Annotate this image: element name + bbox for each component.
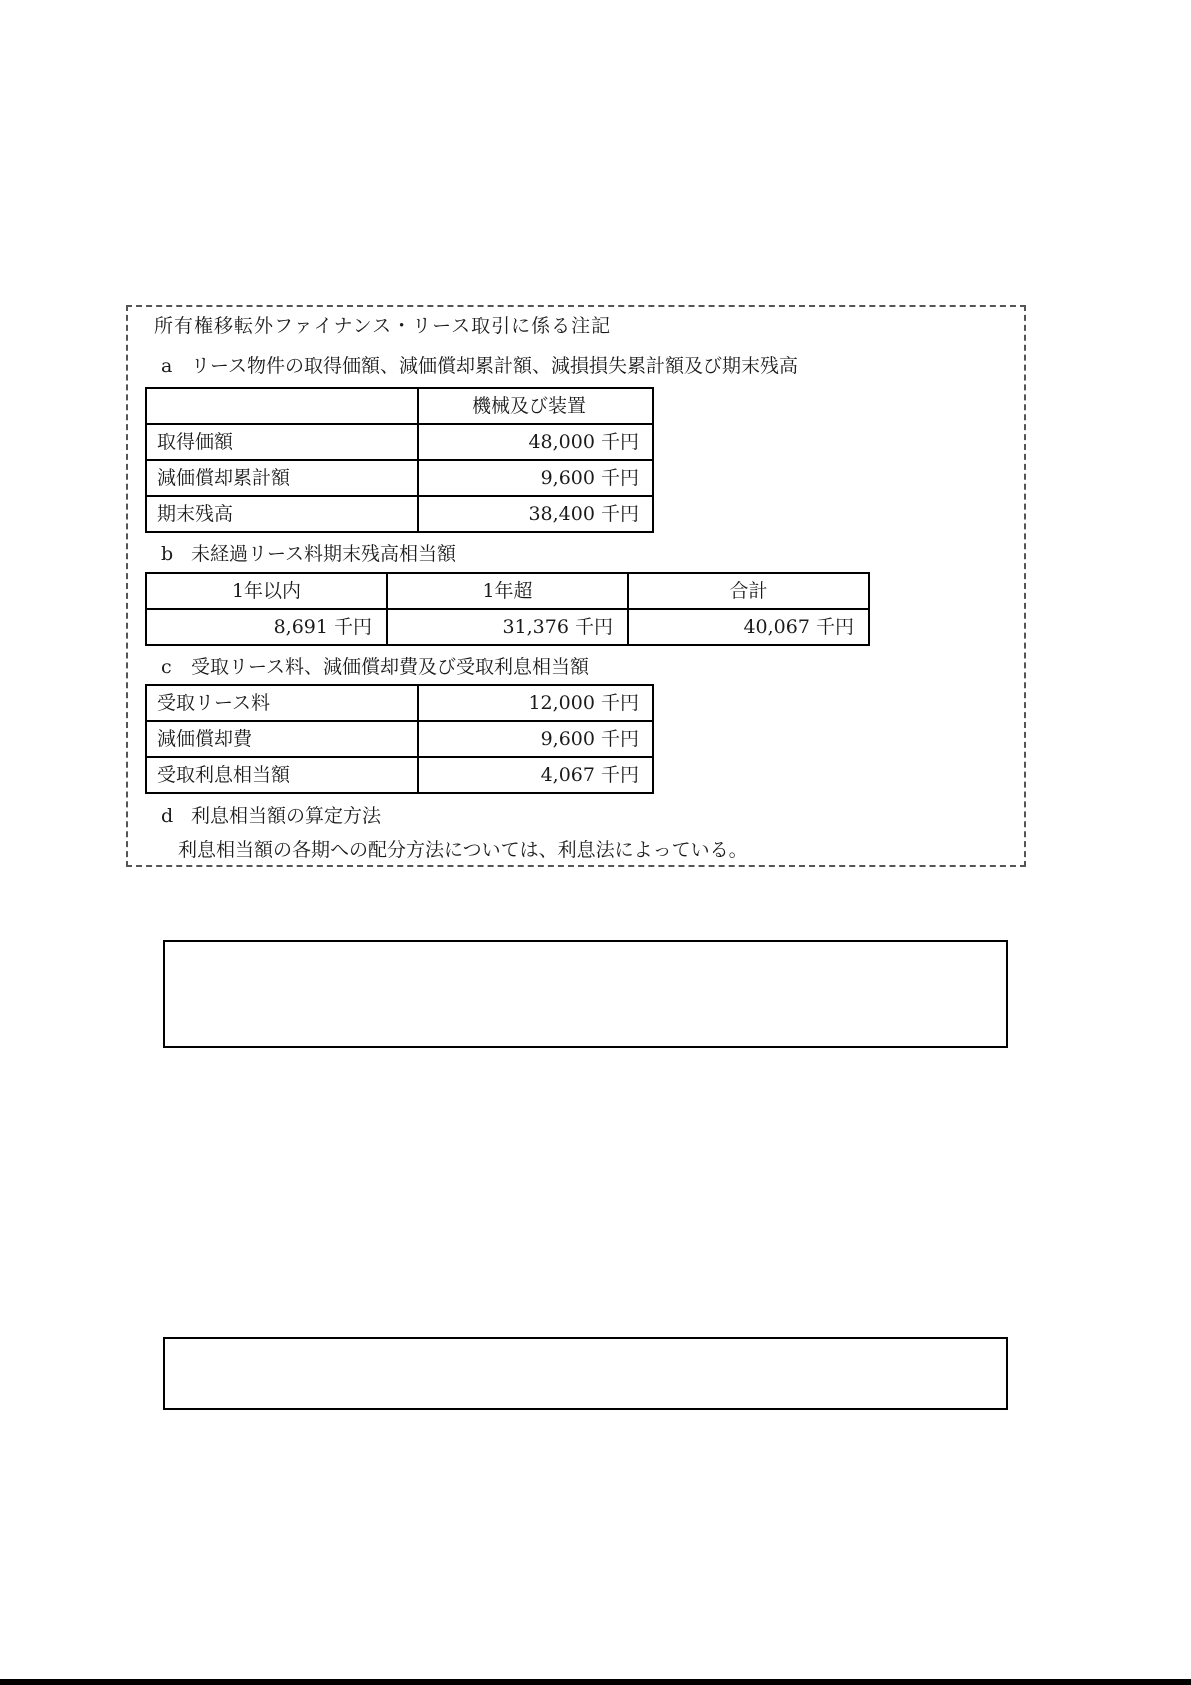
table-row [146, 609, 869, 645]
table-row [146, 424, 653, 460]
row-label: 取得価額 [146, 424, 418, 460]
value-over-1yr: 31,376 千円 [387, 609, 628, 645]
table-row [146, 685, 653, 721]
row-value: 4,067 千円 [418, 757, 653, 793]
section-a-letter: a [161, 355, 173, 377]
row-label: 受取利息相当額 [146, 757, 418, 793]
acquisition-cost-table [145, 387, 654, 533]
value-total: 40,067 千円 [628, 609, 869, 645]
note-title: 所有権移転外ファイナンス・リース取引に係る注記 [154, 315, 612, 337]
row-label: 減価償却累計額 [146, 460, 418, 496]
section-c-heading-text: 受取リース料、減価償却費及び受取利息相当額 [191, 656, 590, 678]
table-row [146, 460, 653, 496]
section-a-heading [161, 353, 1024, 379]
received-lease-table [145, 684, 654, 794]
section-d-heading-text: 利息相当額の算定方法 [191, 805, 382, 827]
row-value: 12,000 千円 [418, 685, 653, 721]
row-label: 受取リース料 [146, 685, 418, 721]
page-bottom-edge-bar [0, 1679, 1191, 1685]
header-total: 合計 [628, 573, 869, 609]
row-value: 9,600 千円 [418, 460, 653, 496]
empty-answer-box-1 [163, 940, 1008, 1048]
table-row [146, 721, 653, 757]
section-d-letter: d [161, 805, 174, 827]
column-header-machinery: 機械及び装置 [418, 388, 653, 424]
header-within-1yr: 1年以内 [146, 573, 387, 609]
section-d-heading [161, 803, 1024, 829]
table-row [146, 388, 653, 424]
value-within-1yr: 8,691 千円 [146, 609, 387, 645]
row-label: 減価償却費 [146, 721, 418, 757]
row-value: 9,600 千円 [418, 721, 653, 757]
section-b-heading [161, 541, 1024, 567]
table-row [146, 496, 653, 532]
row-label: 期末残高 [146, 496, 418, 532]
row-value: 38,400 千円 [418, 496, 653, 532]
section-c-letter: c [161, 656, 172, 678]
table-header-row [146, 573, 869, 609]
future-lease-payments-table [145, 572, 870, 646]
empty-answer-box-2 [163, 1337, 1008, 1410]
corner-cell [146, 388, 418, 424]
lease-note-panel [126, 305, 1026, 867]
section-c-heading [161, 654, 1024, 680]
row-value: 48,000 千円 [418, 424, 653, 460]
section-b-heading-text: 未経過リース料期末残高相当額 [191, 543, 457, 565]
table-row [146, 757, 653, 793]
section-b-letter: b [161, 543, 174, 565]
section-a-heading-text: リース物件の取得価額、減価償却累計額、減損損失累計額及び期末残高 [191, 355, 799, 377]
header-over-1yr: 1年超 [387, 573, 628, 609]
section-d-body: 利息相当額の各期への配分方法については、利息法によっている。 [178, 839, 748, 861]
